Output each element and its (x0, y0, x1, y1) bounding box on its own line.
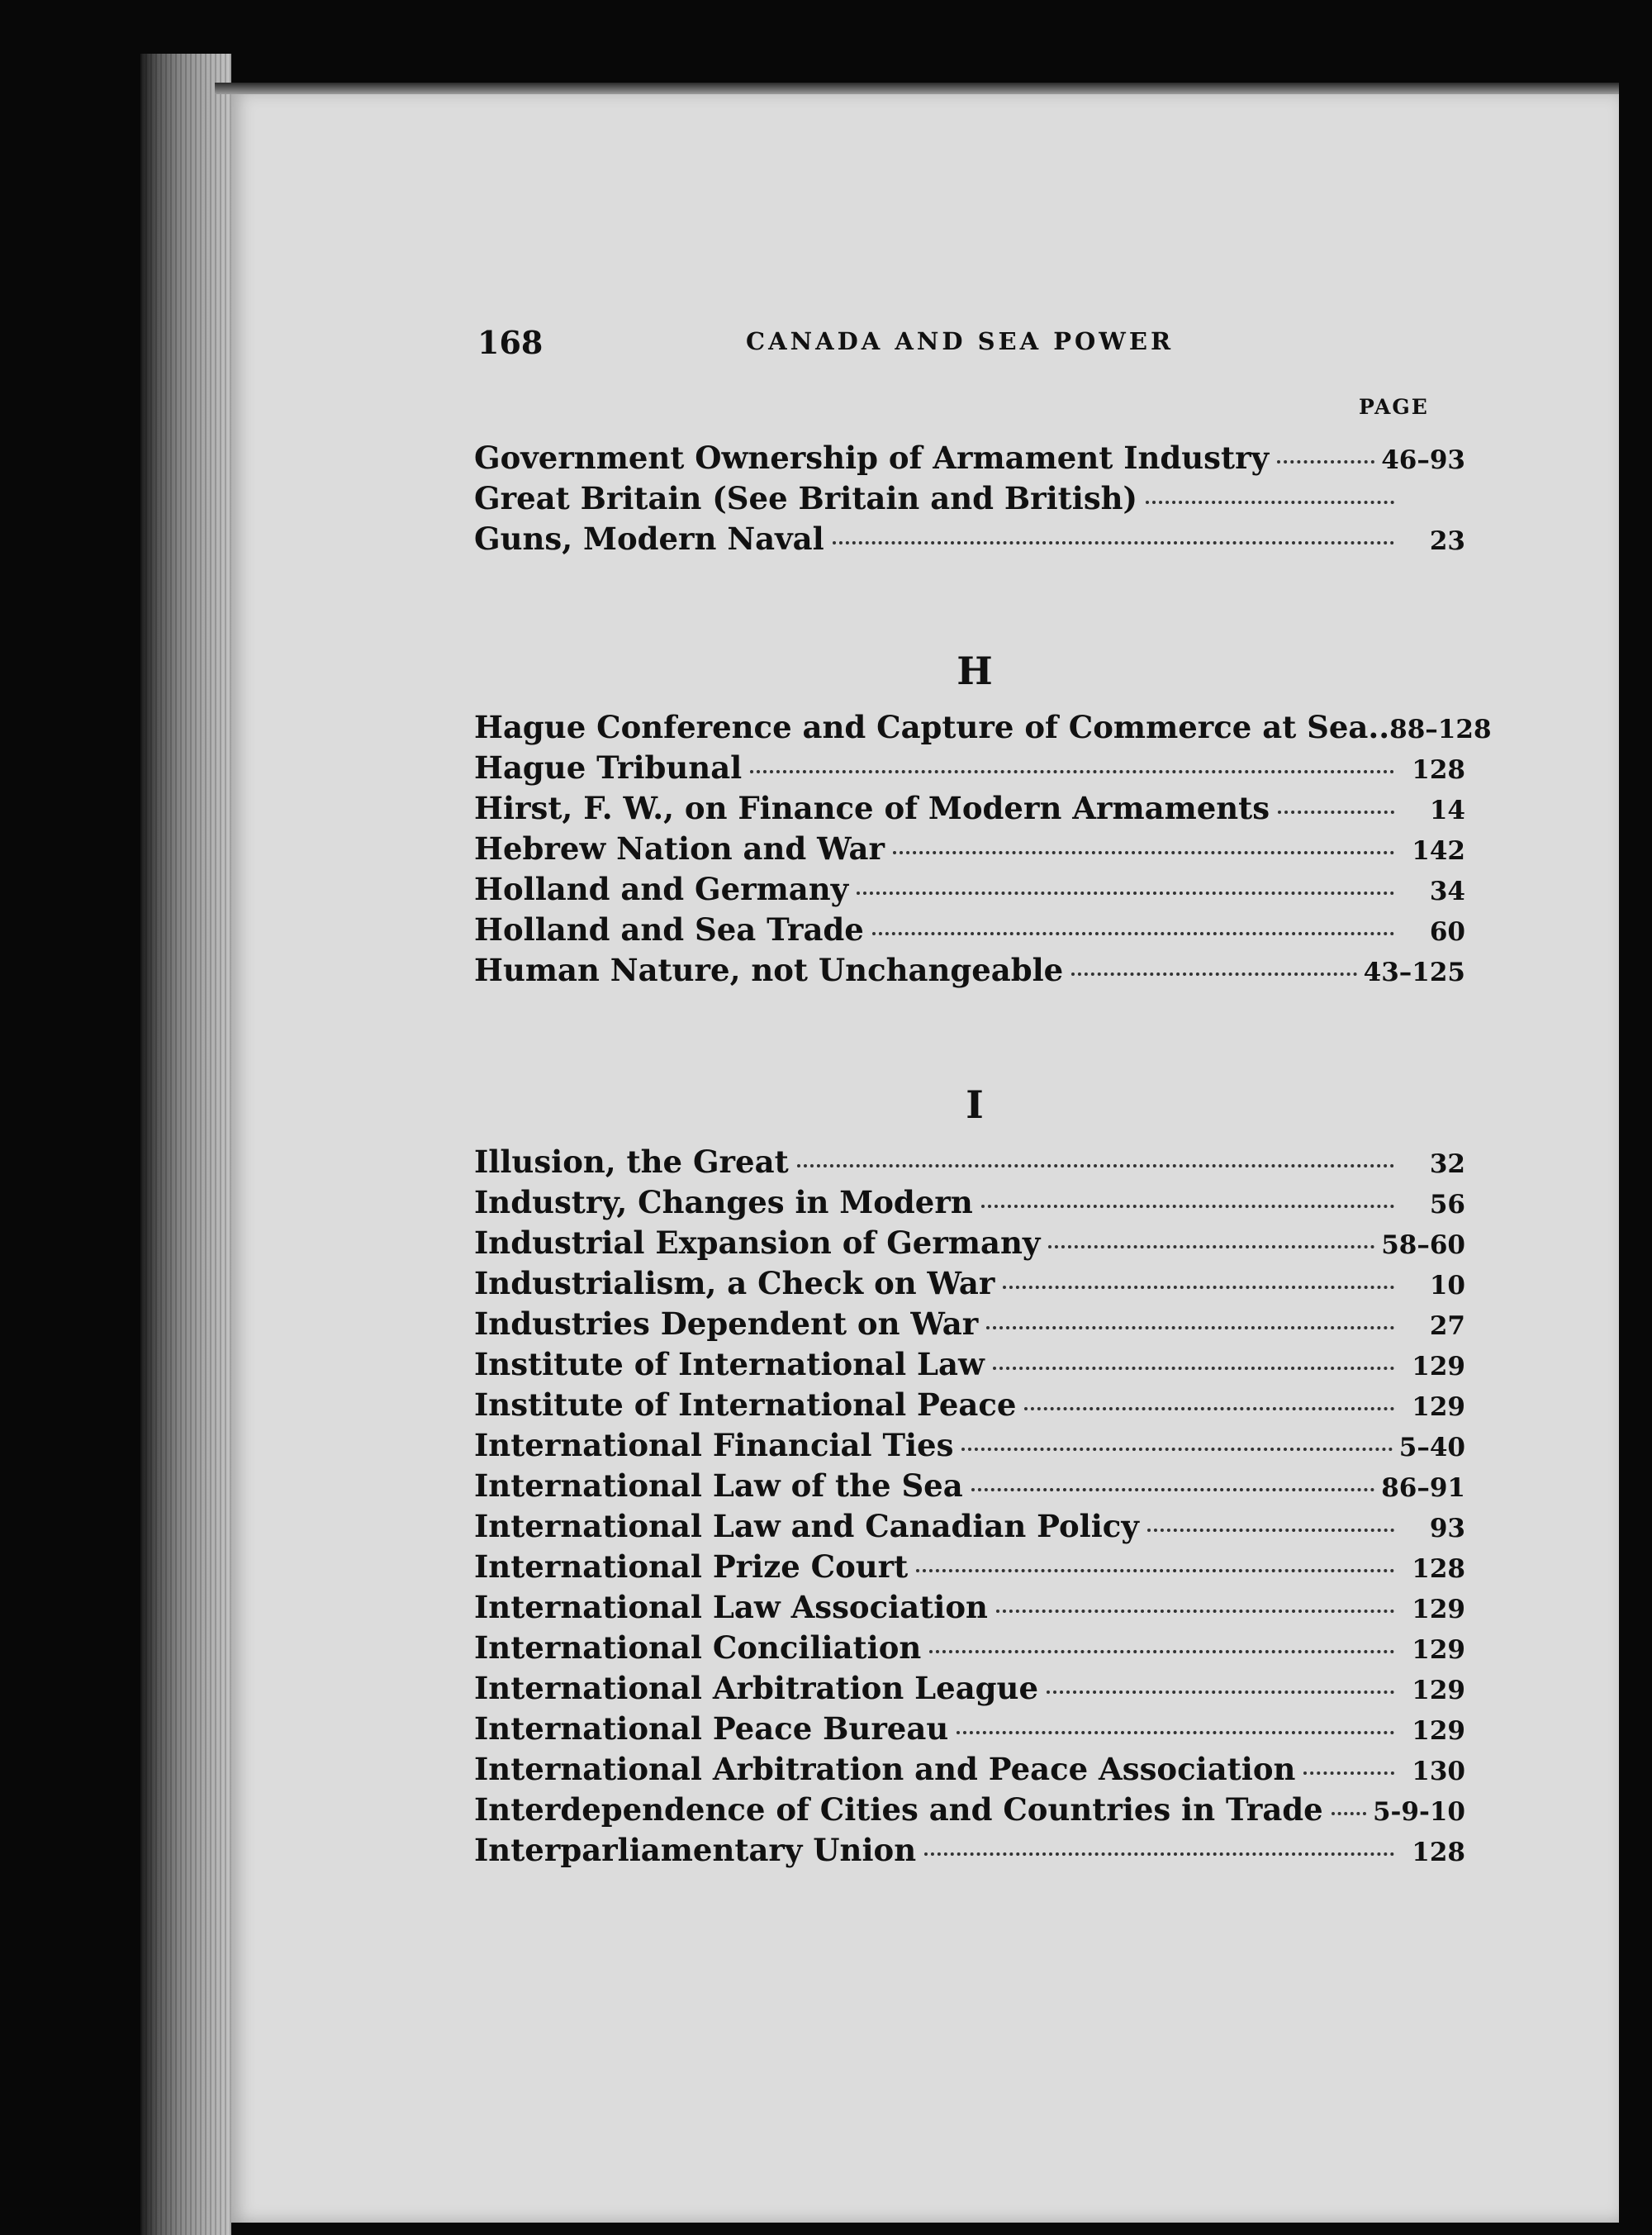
index-entry (474, 1224, 1465, 1265)
index-entry (474, 1832, 1465, 1872)
entry-page: 60 (1429, 917, 1465, 947)
index-entry (474, 1346, 1465, 1386)
entry-name: International Arbitration and Peace Association (474, 1751, 1296, 1787)
dot-leader (971, 1488, 1375, 1491)
dot-leader (1047, 1691, 1394, 1694)
index-entry (474, 1427, 1465, 1467)
entry-page: 142 (1412, 836, 1465, 866)
entry-name: International Conciliation (474, 1629, 922, 1666)
page-top-edge (215, 83, 1619, 94)
entry-name: International Peace Bureau (474, 1710, 949, 1747)
index-entry (474, 871, 1465, 911)
entry-name: International Law and Canadian Policy (474, 1508, 1139, 1544)
entry-page: 46–93 (1381, 445, 1465, 475)
index-entry (474, 1629, 1465, 1670)
index-entry (474, 790, 1465, 830)
entry-page: 34 (1429, 877, 1465, 906)
index-entry (474, 440, 1465, 480)
running-head (477, 324, 1469, 373)
dot-leader (924, 1852, 1394, 1856)
entry-page: 58–60 (1381, 1230, 1465, 1260)
entry-page: 128 (1412, 755, 1465, 785)
entry-page: 27 (1429, 1311, 1465, 1341)
dot-leader (1277, 460, 1374, 464)
page-number: 168 (477, 324, 544, 361)
index-section-g (474, 440, 1465, 561)
entry-name: Holland and Sea Trade (474, 911, 864, 948)
dot-leader (750, 770, 1394, 773)
entry-page: 86–91 (1381, 1473, 1465, 1503)
dot-leader (957, 1731, 1394, 1734)
entry-name: Industrialism, a Check on War (474, 1265, 995, 1301)
entry-page: 23 (1429, 526, 1465, 556)
entry-name: Hague Conference and Capture of Commerce at Sea.. (474, 709, 1390, 745)
dot-leader (1024, 1407, 1394, 1410)
page-edge (140, 54, 231, 2235)
entry-name: Institute of International Law (474, 1346, 985, 1382)
index-entry (474, 1184, 1465, 1224)
index-entry (474, 1305, 1465, 1346)
dot-leader (1071, 972, 1356, 976)
entry-name: Human Nature, not Unchangeable (474, 952, 1064, 988)
entry-name: Interdependence of Cities and Countries in Trade (474, 1791, 1323, 1828)
index-entry (474, 1467, 1465, 1508)
entry-name: Holland and Germany (474, 871, 849, 907)
entry-page: 32 (1429, 1149, 1465, 1179)
index-entry (474, 830, 1465, 871)
entry-page: 93 (1429, 1514, 1465, 1543)
entry-page: 5-9-10 (1372, 1797, 1465, 1827)
section-letter-h: H (957, 649, 993, 693)
dot-leader (872, 932, 1394, 935)
dot-leader (961, 1448, 1392, 1451)
index-entry (474, 749, 1465, 790)
index-entry (474, 1144, 1465, 1184)
entry-page: 129 (1412, 1392, 1465, 1422)
entry-page: 129 (1412, 1716, 1465, 1746)
entry-page: 10 (1429, 1271, 1465, 1301)
index-entry (474, 911, 1465, 952)
entry-name: Interparliamentary Union (474, 1832, 917, 1868)
entry-page: 56 (1429, 1190, 1465, 1220)
index-entry (474, 1386, 1465, 1427)
index-entry (474, 480, 1465, 521)
entry-page: 129 (1412, 1352, 1465, 1381)
dot-leader (929, 1650, 1394, 1653)
index-entry (474, 521, 1465, 561)
entry-name: International Prize Court (474, 1548, 909, 1585)
entry-page: 129 (1412, 1595, 1465, 1624)
dot-leader (1278, 811, 1394, 814)
index-entry (474, 1548, 1465, 1589)
index-entry (474, 952, 1465, 992)
index-entry (474, 1589, 1465, 1629)
dot-leader (916, 1569, 1394, 1572)
entry-name: International Law Association (474, 1589, 988, 1625)
entry-name: International Law of the Sea (474, 1467, 963, 1504)
entry-page: 5–40 (1398, 1433, 1465, 1462)
dot-leader (1147, 1529, 1394, 1532)
book-title: CANADA AND SEA POWER (746, 327, 1175, 355)
entry-name: Industrial Expansion of Germany (474, 1224, 1041, 1261)
entry-name: Hague Tribunal (474, 749, 743, 786)
entry-page: 130 (1412, 1757, 1465, 1786)
entry-name: International Financial Ties (474, 1427, 954, 1463)
entry-page: 43–125 (1363, 958, 1465, 987)
entry-name: Guns, Modern Naval (474, 521, 824, 557)
dot-leader (1003, 1286, 1394, 1289)
dot-leader (1303, 1771, 1394, 1775)
dot-leader (857, 892, 1394, 895)
dot-leader (986, 1326, 1394, 1329)
section-letter-i: I (966, 1082, 984, 1127)
entry-name: Government Ownership of Armament Industry (474, 440, 1270, 476)
entry-name: Industry, Changes in Modern (474, 1184, 973, 1220)
entry-page: 129 (1412, 1635, 1465, 1665)
entry-name: Hirst, F. W., on Finance of Modern Armaments (474, 790, 1270, 826)
entry-name: International Arbitration League (474, 1670, 1038, 1706)
dot-leader (981, 1205, 1394, 1208)
index-entry (474, 1508, 1465, 1548)
dot-leader (833, 541, 1394, 544)
page-column-header: PAGE (1359, 395, 1429, 419)
index-section-i (474, 1144, 1465, 1872)
dot-leader (797, 1164, 1394, 1167)
dot-leader (893, 851, 1394, 854)
dot-leader (1146, 501, 1394, 504)
dot-leader (1332, 1812, 1366, 1815)
entry-page: 128 (1412, 1838, 1465, 1867)
dot-leader (993, 1367, 1394, 1370)
entry-name: Industries Dependent on War (474, 1305, 979, 1342)
index-entry (474, 1710, 1465, 1751)
index-entry (474, 1670, 1465, 1710)
entry-page: 14 (1429, 796, 1465, 825)
entry-name: Hebrew Nation and War (474, 830, 885, 867)
entry-page: 128 (1412, 1554, 1465, 1584)
entry-page: 129 (1412, 1676, 1465, 1705)
entry-name: Illusion, the Great (474, 1144, 789, 1180)
index-entry (474, 1265, 1465, 1305)
index-entry (474, 1791, 1465, 1832)
entry-page: 88–128 (1389, 715, 1492, 744)
index-entry (474, 709, 1492, 749)
dot-leader (1048, 1245, 1374, 1248)
dot-leader (996, 1610, 1394, 1613)
entry-name: Institute of International Peace (474, 1386, 1017, 1423)
index-section-h (474, 709, 1492, 992)
index-entry (474, 1751, 1465, 1791)
entry-name: Great Britain (See Britain and British) (474, 480, 1138, 516)
